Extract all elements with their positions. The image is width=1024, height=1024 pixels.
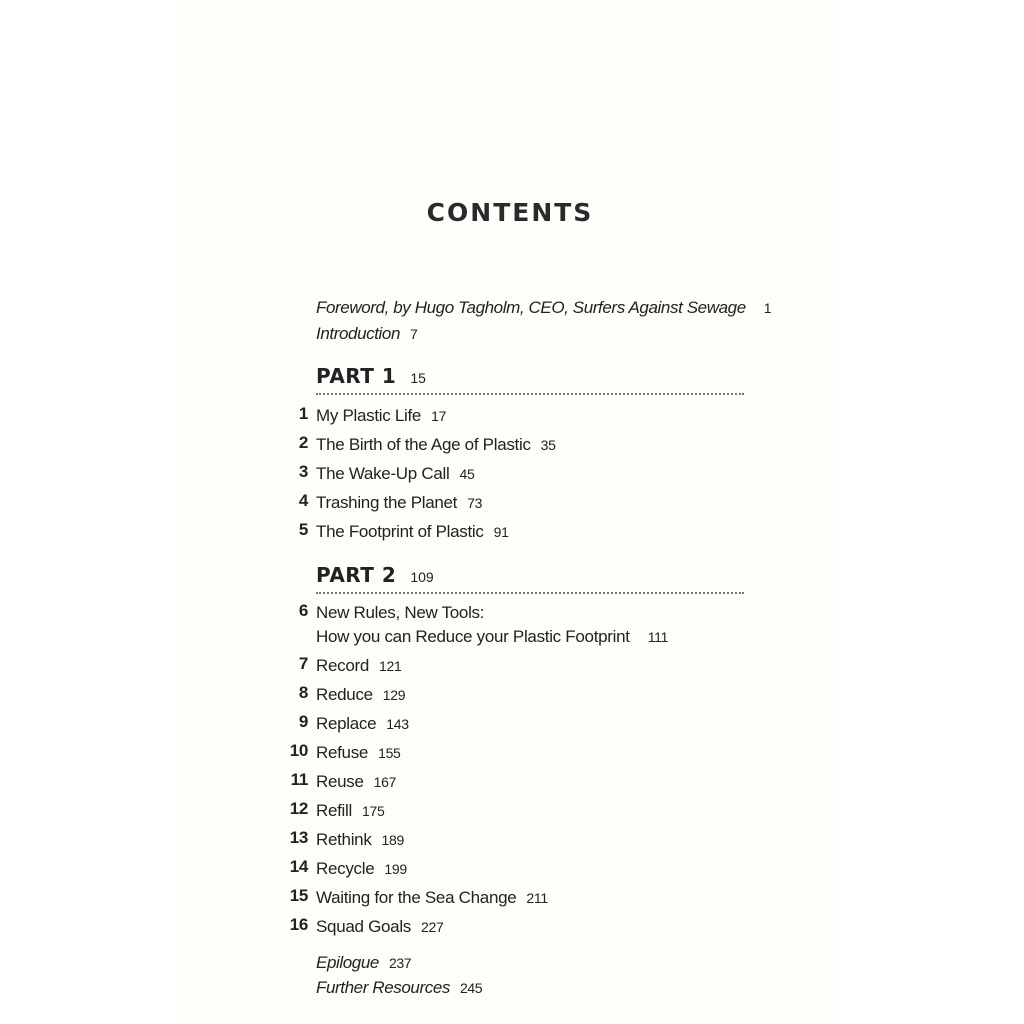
dotted-divider [316,592,744,594]
chapter-subtitle: How you can Reduce your Plastic Footprint [316,627,630,646]
chapter-number: 7 [298,654,308,673]
chapter-page: 121 [379,658,402,674]
chapter-number: 11 [290,770,308,789]
chapter-number: 6 [298,601,308,620]
chapter-title: The Birth of the Age of Plastic [316,435,531,454]
chapter-title: The Wake-Up Call [316,464,450,483]
chapter-page: 111 [647,629,669,645]
entry-page: 1 [763,300,772,316]
chapter-page: 129 [382,687,406,703]
entry-title: Foreword, by Hugo Tagholm, CEO, Surfers Against Sewage [316,298,746,317]
chapter-number: 15 [289,886,308,905]
chapter-number: 14 [289,857,308,876]
chapter-number: 5 [298,520,308,539]
chapter-entry [278,654,778,678]
part-label: PART 2 [316,563,397,587]
chapter-entry [278,433,778,457]
chapter-entry [278,770,778,794]
book-page [182,0,838,1024]
front-matter-introduction [316,324,417,344]
chapter-number: 12 [289,799,308,818]
chapter-title: Refuse [316,743,369,762]
chapter-entry [278,404,778,428]
chapter-entry [278,799,778,823]
chapter-number: 13 [289,828,308,847]
chapter-page: 199 [384,861,407,877]
chapter-page: 17 [431,408,447,424]
chapter-entry [278,520,778,544]
chapter-entry [278,601,778,649]
chapter-entry [278,462,778,486]
chapter-page: 73 [467,495,483,511]
entry-title: Introduction [316,324,401,343]
chapter-page: 175 [362,803,385,819]
chapter-title: Trashing the Planet [316,493,458,512]
page-title: CONTENTS [426,198,594,227]
chapter-title: New Rules, New Tools: [316,603,485,622]
chapter-number: 10 [289,741,308,760]
part-label: PART 1 [316,364,397,388]
entry-page: 245 [459,980,483,996]
part-heading [316,364,744,388]
chapter-title: Squad Goals [316,917,411,936]
chapter-page: 155 [378,745,401,761]
chapter-number: 2 [298,433,308,452]
dotted-divider [316,393,744,395]
chapter-page: 143 [386,716,409,732]
chapter-entry [278,915,778,939]
part-page: 109 [410,569,434,585]
chapter-entry [278,886,778,910]
chapter-page: 211 [526,890,548,906]
entry-title: Epilogue [316,953,379,972]
chapter-entry [278,683,778,707]
chapter-page: 227 [421,919,444,935]
entry-title: Further Resources [316,978,450,997]
chapter-entry [278,828,778,852]
chapter-page: 167 [373,774,397,790]
chapter-entry [278,741,778,765]
chapter-number: 16 [289,915,308,934]
chapter-number: 1 [298,404,308,423]
chapter-number: 3 [298,462,308,481]
chapter-entry [278,857,778,881]
chapter-number: 9 [298,712,308,731]
chapter-page: 45 [459,466,475,482]
chapter-title: The Footprint of Plastic [316,522,484,541]
chapter-title: Replace [316,714,377,733]
back-matter-further-resources [316,978,482,998]
entry-page: 237 [388,955,412,971]
chapter-title: Recycle [316,859,375,878]
part-page: 15 [410,370,426,386]
chapter-title: Refill [316,801,352,820]
front-matter-foreword [316,298,771,318]
chapter-title: My Plastic Life [316,406,422,425]
chapter-page: 35 [540,437,556,453]
chapter-title: Waiting for the Sea Change [316,888,517,907]
chapter-entry [278,491,778,515]
chapter-number: 8 [298,683,308,702]
chapter-page: 189 [381,832,405,848]
chapter-title: Reduce [316,685,373,704]
part-heading [316,563,744,587]
chapter-title: Reuse [316,772,364,791]
chapter-number: 4 [298,491,308,510]
chapter-title: Rethink [316,830,372,849]
chapter-entry [278,712,778,736]
back-matter-epilogue [316,953,411,973]
chapter-page: 91 [493,524,509,540]
chapter-title: Record [316,656,370,675]
entry-page: 7 [410,326,418,342]
